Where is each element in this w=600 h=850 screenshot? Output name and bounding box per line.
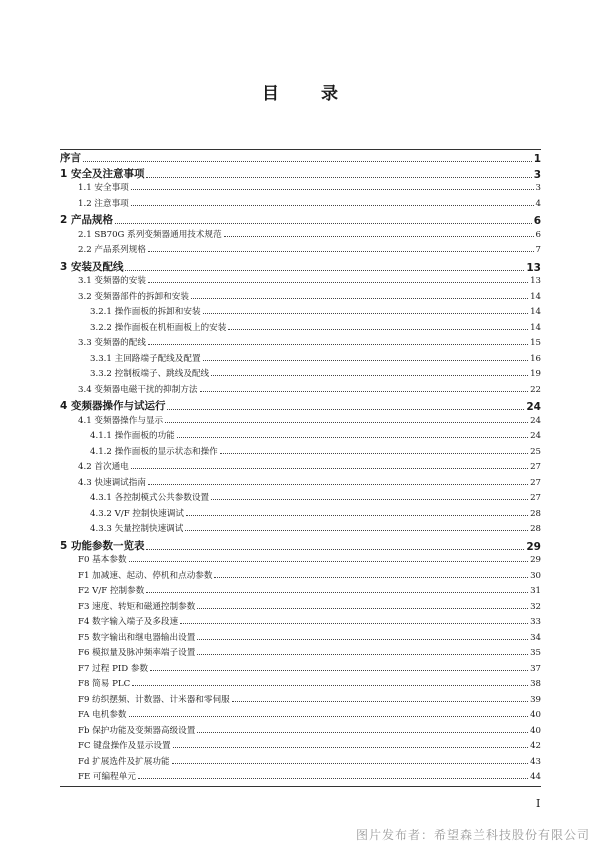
toc-entry-label: 3.2.1 操作面板的拆卸和安装	[90, 307, 201, 317]
toc-entry-page: 14	[530, 322, 541, 333]
toc-entry	[60, 150, 541, 165]
toc-entry-label: FC 键盘操作及显示设置	[78, 741, 171, 751]
toc-entry-label: F2 V/F 控制参数	[78, 586, 145, 596]
toc-entry	[60, 445, 541, 457]
toc-entry-page: 44	[530, 772, 541, 782]
toc-leader-dots	[214, 577, 528, 578]
toc-leader-dots	[150, 670, 528, 671]
toc-entry-label: 3.1 变频器的安装	[78, 276, 146, 286]
page-number: I	[536, 797, 541, 810]
toc-entry-page: 37	[530, 663, 541, 674]
toc-entry	[60, 336, 541, 348]
toc-entry-page: 40	[530, 725, 541, 736]
toc-entry	[60, 181, 541, 193]
toc-entry-page: 1	[533, 153, 541, 165]
toc-leader-dots	[131, 189, 534, 190]
toc-entry	[60, 662, 541, 674]
toc-entry-page: 6	[533, 215, 541, 227]
toc-entry	[60, 429, 541, 441]
toc-entry	[60, 677, 541, 689]
toc-entry	[60, 507, 541, 519]
toc-leader-dots	[197, 732, 528, 733]
toc-entry-page: 4	[535, 198, 541, 209]
toc-entry	[60, 770, 541, 782]
toc-leader-dots	[83, 161, 532, 162]
toc-leader-dots	[197, 654, 528, 655]
toc-entry	[60, 724, 541, 736]
toc-leader-dots	[228, 329, 528, 330]
toc-entry	[60, 522, 541, 534]
toc-entry-label: F6 模拟量及脉冲频率端子设置	[78, 648, 196, 658]
toc-entry-label: 4.3 快速调试指南	[78, 477, 146, 488]
toc-entry-label: 4.1.2 操作面板的显示状态和操作	[90, 446, 218, 457]
toc-entry-label: Fb 保护功能及变频器高级设置	[78, 725, 196, 736]
toc-entry-page: 19	[530, 369, 541, 379]
toc-entry-label: 4.3.3 矢量控制快速调试	[90, 524, 184, 534]
toc-entry-label: 4.1.1 操作面板的功能	[90, 431, 175, 441]
toc-leader-dots	[185, 530, 528, 531]
toc-entry	[60, 491, 541, 503]
toc-entry	[60, 584, 541, 596]
toc-leader-dots	[203, 313, 529, 314]
toc-entry-page: 43	[530, 756, 541, 767]
toc-entry-page: 14	[530, 307, 541, 317]
toc-leader-dots	[129, 561, 529, 562]
toc-entry-page: 31	[530, 586, 541, 596]
toc-entry-label: F8 简易 PLC	[78, 679, 131, 689]
toc-entry-page: 40	[530, 710, 541, 720]
toc-entry	[60, 166, 541, 181]
toc-leader-dots	[232, 701, 528, 702]
toc-entry-label: 3.3.2 控制板端子、跳线及配线	[90, 369, 210, 379]
toc-leader-dots	[132, 685, 528, 686]
toc-entry	[60, 212, 541, 227]
toc-entry-page: 35	[530, 648, 541, 658]
toc-entry-page: 6	[535, 229, 541, 240]
toc-entry-page: 33	[530, 617, 541, 627]
toc-entry-label: 1.2 注意事项	[78, 198, 129, 209]
toc-entry-label: 3 安装及配线	[60, 260, 124, 273]
toc-entry-label: 4.3.2 V/F 控制快速调试	[90, 508, 184, 519]
toc-leader-dots	[224, 236, 534, 237]
toc-leader-dots	[173, 747, 528, 748]
toc-entry-label: 3.4 变频器电磁干扰的抑制方法	[78, 384, 198, 395]
toc-entry-label: F4 数字输入端子及多段速	[78, 617, 179, 627]
toc-entry-label: 5 功能参数一览表	[60, 539, 145, 552]
toc-entry-page: 13	[526, 261, 541, 274]
toc-leader-dots	[177, 437, 528, 438]
toc-entry	[60, 615, 541, 627]
toc-entry-label: 3.2 变频器部件的拆卸和安装	[78, 291, 189, 302]
toc-leader-dots	[148, 251, 534, 252]
toc-entry-page: 28	[530, 508, 541, 519]
toc-entry	[60, 460, 541, 472]
toc-entry-label: 3.3.1 主回路端子配线及配置	[90, 353, 201, 364]
toc-entry-page: 30	[530, 570, 541, 581]
toc-leader-dots	[146, 177, 531, 178]
toc-entry-label: F5 数字输出和继电器输出设置	[78, 632, 196, 643]
toc-entry-label: 4 变频器操作与试运行	[60, 400, 166, 412]
toc-entry-label: 1 安全及注意事项	[60, 167, 145, 180]
toc-entry-page: 22	[530, 384, 541, 395]
toc-entry	[60, 274, 541, 286]
toc-leader-dots	[129, 716, 529, 717]
toc-entry-label: FE 可编程单元	[78, 772, 136, 782]
toc-entry-page: 27	[530, 477, 541, 488]
toc-entry	[60, 290, 541, 302]
toc-entry-label: 3.3 变频器的配线	[78, 338, 146, 348]
toc-leader-dots	[172, 763, 529, 764]
toc-entry-label: 2.1 SB70G 系列变频器通用技术规范	[78, 229, 222, 240]
bottom-rule	[60, 786, 541, 787]
toc-leader-dots	[203, 360, 529, 361]
toc-entry-page: 15	[530, 338, 541, 348]
toc-entry	[60, 305, 541, 317]
toc-entry-page: 14	[530, 291, 541, 302]
toc-entry	[60, 259, 541, 274]
toc-entry	[60, 553, 541, 565]
toc-entry-page: 32	[530, 601, 541, 612]
toc-entry-label: 4.3.1 各控制模式公共参数设置	[90, 493, 210, 503]
toc-leader-dots	[180, 623, 528, 624]
toc-entry-page: 27	[530, 493, 541, 503]
toc-entry-page: 29	[530, 555, 541, 565]
toc-entry	[60, 321, 541, 333]
toc-entry	[60, 367, 541, 379]
toc-leader-dots	[148, 344, 528, 345]
toc-entry	[60, 398, 541, 413]
toc-leader-dots	[165, 422, 528, 423]
toc-entry-page: 34	[530, 632, 541, 643]
toc-entry	[60, 739, 541, 751]
toc-leader-dots	[131, 205, 534, 206]
toc-entry-label: F0 基本参数	[78, 555, 127, 565]
page-title: 目 录	[262, 84, 356, 104]
toc-entry-label: FA 电机参数	[78, 710, 127, 720]
toc-entry	[60, 383, 541, 395]
toc-entry	[60, 631, 541, 643]
toc-entry-label: 4.1 变频器操作与显示	[78, 415, 164, 426]
toc-entry-label: 4.2 首次通电	[78, 462, 129, 472]
toc-leader-dots	[148, 484, 528, 485]
toc-entry	[60, 243, 541, 255]
toc-entry	[60, 646, 541, 658]
toc-entry-page: 13	[530, 276, 541, 286]
toc-entry	[60, 708, 541, 720]
toc-leader-dots	[131, 468, 528, 469]
toc-entry-page: 3	[533, 168, 541, 181]
toc-entry-page: 7	[535, 245, 541, 255]
toc-leader-dots	[211, 375, 528, 376]
toc-entry-label: 1.1 安全事项	[78, 183, 129, 193]
toc-entry-label: 2.2 产品系列规格	[78, 245, 146, 255]
toc-entry-page: 39	[530, 694, 541, 705]
toc-entry	[60, 476, 541, 488]
toc-entry-page: 25	[530, 446, 541, 457]
toc-entry	[60, 569, 541, 581]
toc-entry-label: F3 速度、转矩和磁通控制参数	[78, 601, 196, 612]
toc-entry	[60, 755, 541, 767]
toc-leader-dots	[200, 391, 529, 392]
toc-entry	[60, 197, 541, 209]
toc-leader-dots	[148, 282, 528, 283]
toc-entry-label: F1 加减速、起动、停机和点动参数	[78, 570, 213, 581]
toc-entry-page: 24	[530, 415, 541, 426]
toc-leader-dots	[197, 608, 528, 609]
toc-leader-dots	[138, 778, 528, 779]
toc-entry	[60, 228, 541, 240]
toc-entry-page: 3	[535, 183, 541, 193]
toc-entry-page: 27	[530, 462, 541, 472]
toc-entry-label: 3.2.2 操作面板在机柜面板上的安装	[90, 322, 227, 333]
toc-entry	[60, 538, 541, 553]
toc-entry	[60, 414, 541, 426]
toc-entry	[60, 352, 541, 364]
toc-entry-label: 2 产品规格	[60, 214, 113, 226]
toc-leader-dots	[211, 499, 528, 500]
toc-entry-label: 序言	[60, 152, 81, 164]
toc-entry-label: F7 过程 PID 参数	[78, 663, 149, 674]
toc-entry-page: 42	[530, 741, 541, 751]
toc-leader-dots	[146, 549, 524, 550]
toc-entry	[60, 600, 541, 612]
toc-leader-dots	[167, 409, 524, 410]
toc-entry-page: 24	[530, 431, 541, 441]
toc-leader-dots	[146, 592, 528, 593]
toc-entry	[60, 693, 541, 705]
toc-entry-page: 28	[530, 524, 541, 534]
toc-leader-dots	[125, 270, 524, 271]
toc-leader-dots	[191, 298, 528, 299]
toc-entry-page: 29	[526, 540, 541, 553]
toc-leader-dots	[197, 639, 528, 640]
toc-entry-page: 38	[530, 679, 541, 689]
toc-leader-dots	[115, 223, 532, 224]
publisher-watermark: 图片发布者：希望森兰科技股份有限公司	[355, 828, 590, 842]
toc-entry-label: Fd 扩展选件及扩展功能	[78, 756, 170, 767]
toc-entry-page: 24	[526, 401, 541, 413]
toc-entry-label: F9 纺织摆频、计数器、计米器和零伺服	[78, 694, 230, 705]
toc-leader-dots	[186, 515, 528, 516]
toc-entry-page: 16	[530, 353, 541, 364]
toc-leader-dots	[220, 453, 528, 454]
